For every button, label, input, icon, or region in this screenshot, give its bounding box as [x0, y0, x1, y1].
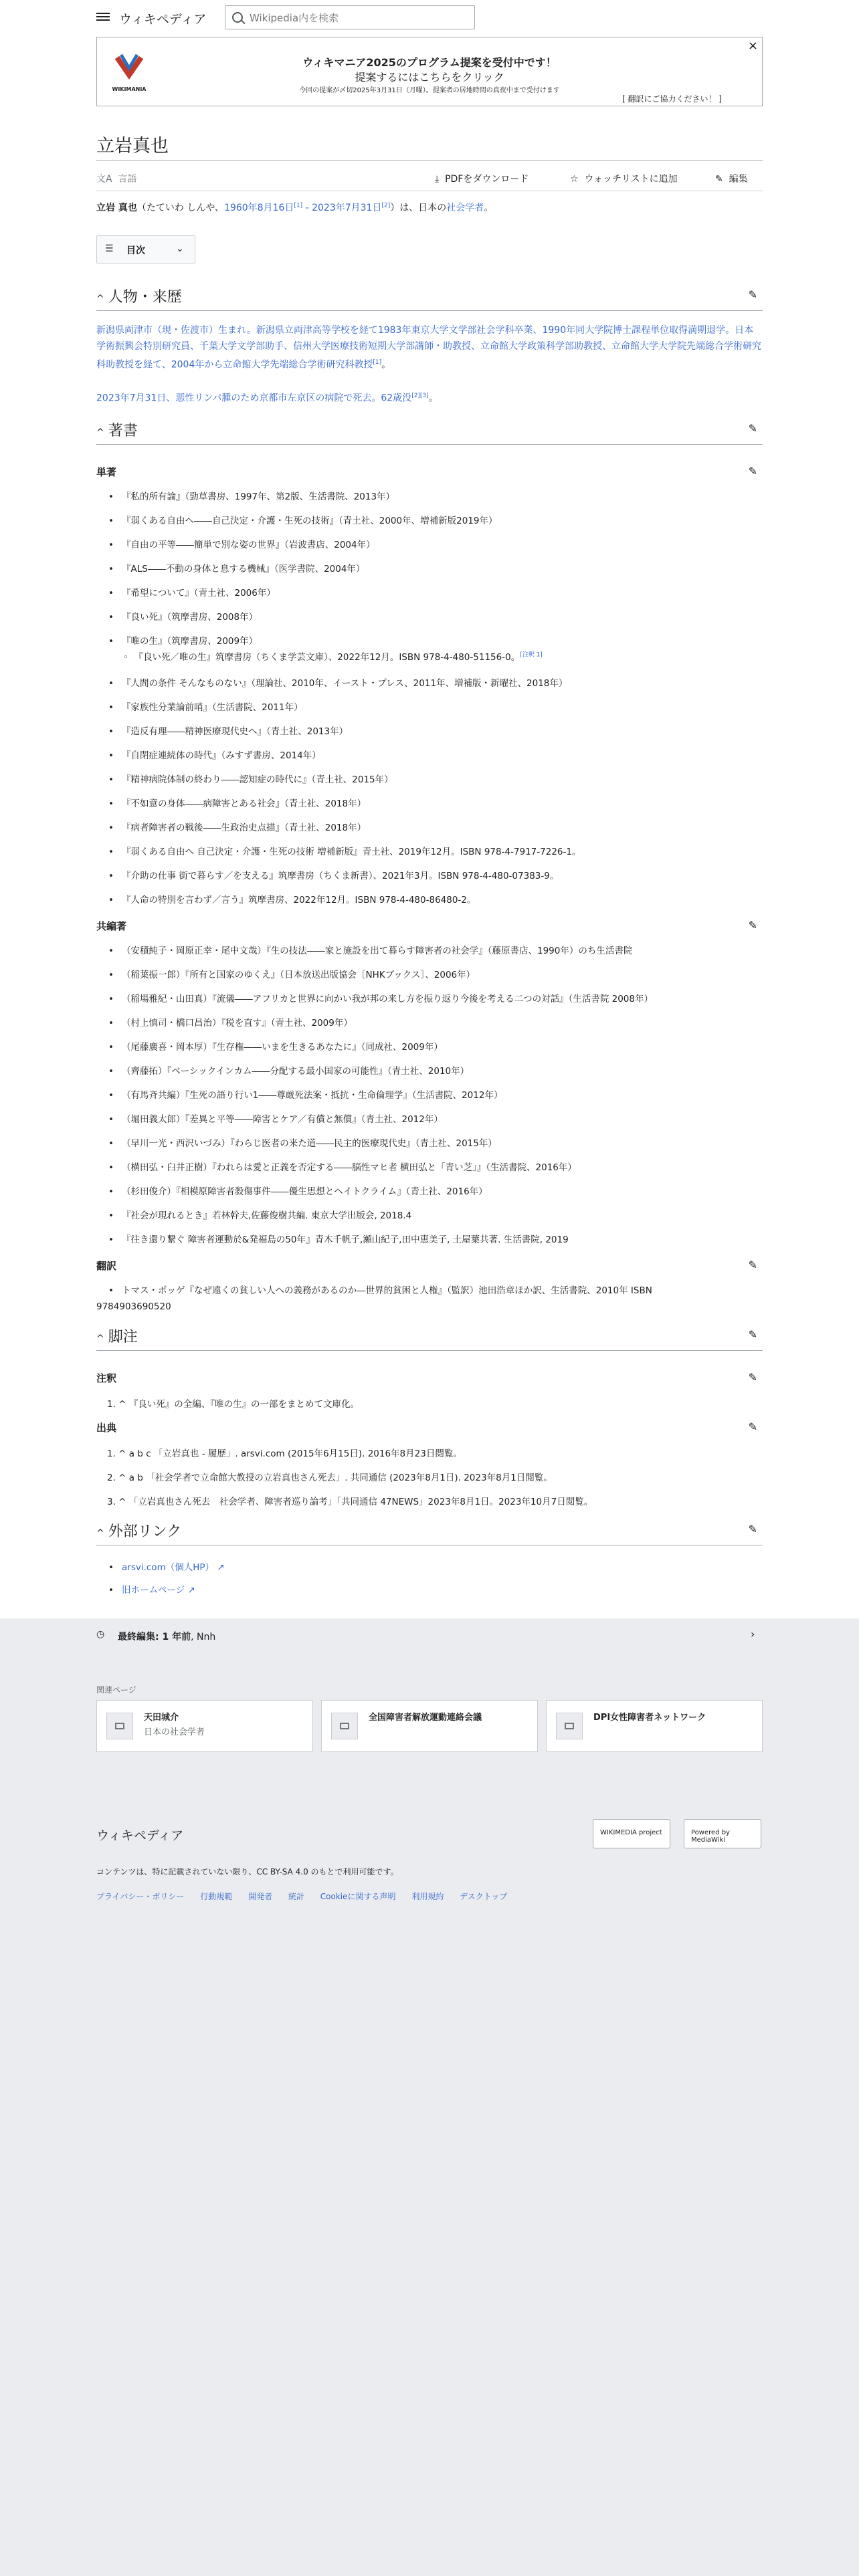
sociologist-link[interactable]: 社会学者	[446, 203, 484, 213]
banner-note: 今回の提案が〆切2025年3月31日（月曜）。提案者の居地時間の真夜中まで受付けます	[299, 87, 560, 94]
list-item: • 『私的所有論』（勁草書房、1997年、第2版、生活書院、2013年）	[108, 492, 395, 502]
pencil-icon[interactable]: ✎	[748, 422, 757, 435]
chevron-down-icon: ⌄	[176, 243, 184, 254]
watchlist-button[interactable]: ☆ ウォッチリストに追加	[570, 174, 678, 185]
list-item: • 『自閉症連続体の時代』（みすず書房、2014年）	[108, 750, 321, 761]
list-item: • （稲場雅紀・山田真）『流儀――アフリカと世界に向かい我が邦の来し方を振り返り今後を考える二つの対話』（生活書院 2008年）	[108, 994, 653, 1004]
list-item: • 『自由の平等――簡単で別な姿の世界』（岩波書店、2004年）	[108, 540, 375, 550]
related-card[interactable]: DPI女性障害者ネットワーク	[546, 1700, 763, 1752]
subheading-translation: 翻訳 ✎	[96, 1259, 757, 1272]
pencil-icon: ✎	[715, 174, 723, 185]
list-item: • 旧ホームページ ↗	[108, 1585, 195, 1596]
list-item: • （村上慎司・橋口昌治）『税を直す』（青土社、2009年）	[108, 1018, 353, 1029]
list-item: • 『弱くある自由へ 自己決定・介護・生死の技術 増補新版』青土社、2019年12月。ISBN 978-4-7917-7226-1。	[108, 847, 581, 857]
subheading-joint-books: 共編著 ✎	[96, 919, 757, 932]
list-item: • （早川一光・西沢いづみ）『わらじ医者の来た道――民主的医療現代史』（青土社、2015年）	[108, 1138, 497, 1149]
menu-icon[interactable]	[96, 11, 110, 23]
search-box[interactable]	[225, 5, 475, 29]
list-item: • （稲葉振一郎）『所有と国家のゆくえ』（日本放送出版協会［NHKブックス］、2006年）	[108, 970, 476, 980]
banner-subtitle[interactable]: 提案するにはこちらをクリック	[355, 71, 504, 84]
list-item: • 『ALS――不動の身体と息する機械』（医学書院、2004年）	[108, 564, 365, 574]
pencil-icon[interactable]: ✎	[748, 1259, 757, 1271]
list-item: • （横田弘・臼井正樹）『われらは愛と正義を否定する――脳性マヒ者 横田弘と「青い芝」』（生活書院、2016年）	[108, 1162, 577, 1173]
pencil-icon[interactable]: ✎	[748, 1328, 757, 1341]
bio-paragraph-2: 2023年7月31日、悪性リンパ腫のため京都市左京区の病院で死去。62歳没[2][3]。	[96, 393, 438, 404]
list-item: • 『唯の生』（筑摩書房、2009年）	[108, 636, 258, 647]
section-divider	[96, 310, 763, 311]
section-heading-notes: ^ 脚注 ✎	[96, 1328, 757, 1346]
section-divider	[96, 444, 763, 445]
list-item: • （有馬斉共編）『生死の語り行い1――尊厳死法案・抵抗・生命倫理学』（生活書院、2012年）	[108, 1090, 503, 1101]
chevron-up-icon[interactable]: ^	[96, 427, 104, 438]
list-item: • （安積純子・岡原正幸・尾中文哉）『生の技法――家と施設を出て暮らす障害者の社会学』（藤原書店、1990年）のち生活書院	[108, 946, 633, 956]
chevron-right-icon: ›	[751, 1628, 755, 1640]
external-link-icon: ↗	[187, 1585, 195, 1596]
list-item: • 『弱くある自由へ――自己決定・介護・生死の技術』（青土社、2000年、増補新版2019年）	[108, 516, 498, 526]
list-item: • （杉田俊介）『相模原障害者殺傷事件――優生思想とヘイトクライム』（青土社、2016年）	[108, 1186, 488, 1197]
list-item: • arsvi.com（個人HP） ↗	[108, 1562, 225, 1573]
download-icon: ⤓	[435, 174, 440, 185]
title-divider	[96, 160, 763, 161]
page-title: 立岩真也	[96, 136, 169, 156]
pencil-icon[interactable]: ✎	[748, 288, 757, 301]
toc-button[interactable]: ☰ 目次 ⌄	[96, 235, 195, 263]
related-card[interactable]: 全国障害者解放運動連絡会議	[321, 1700, 538, 1752]
section-divider	[96, 1350, 763, 1351]
svg-text:WIKIMANIA: WIKIMANIA	[112, 86, 147, 92]
wikimedia-badge[interactable]: WIKIMEDIA project	[593, 1819, 670, 1848]
reference-item: 3. ^ 「立岩真也さん死去 社会学者、障害者巡り論考」「共同通信 47NEWS」2023年8月1日。2023年10月7日閲覧。	[107, 1497, 593, 1507]
pencil-icon[interactable]: ✎	[748, 919, 757, 932]
close-icon[interactable]: ×	[747, 39, 758, 53]
pencil-icon[interactable]: ✎	[748, 1371, 757, 1384]
site-header	[0, 0, 859, 35]
pencil-icon[interactable]: ✎	[748, 1523, 757, 1535]
list-item: • 『希望について』（青土社、2006年）	[108, 588, 276, 599]
lead-paragraph: 立岩 真也（たていわ しんや、1960年8月16日[1] - 2023年7月31日[2]）は、日本の社会学者。	[96, 202, 494, 213]
download-pdf-button[interactable]: ⤓ PDFをダウンロード	[435, 174, 529, 185]
related-heading: 関連ページ	[96, 1685, 136, 1695]
subheading-single-books: 単著 ✎	[96, 465, 757, 478]
banner-title: ウィキマニア2025のプログラム提案を受付中です！	[302, 56, 557, 69]
list-item: • 『良い死』（筑摩書房、2008年）	[108, 612, 258, 623]
list-sub-item: ◦ 『良い死／唯の生』筑摩書房（ちくま学芸文庫）、2022年12月。ISBN 978-4-480-51156-0。[注釈 1]	[123, 651, 543, 663]
chevron-up-icon[interactable]: ^	[96, 294, 104, 304]
section-heading-external: ^ 外部リンク ✎	[96, 1523, 757, 1540]
banner-help-link[interactable]: [ 翻訳にご協力ください！ ]	[622, 94, 722, 104]
list-item: • トマス・ポッゲ『なぜ遠くの貧しい人への義務があるのか―世界的貧困と人権』（監訳）池田浩章ほか訳、生活書院、2010年 ISBN 9784903690520	[96, 1285, 652, 1312]
image-placeholder-icon	[556, 1713, 583, 1739]
list-item: • （堀田義太郎）『差異と平等――障害とケア／有償と無償』（青土社、2012年）	[108, 1114, 443, 1125]
external-link-icon: ↗	[217, 1562, 225, 1573]
image-placeholder-icon	[106, 1713, 133, 1739]
license-text: コンテンツは、特に記載されていない限り、CC BY-SA 4.0 のもとで利用可能です。	[96, 1867, 399, 1876]
list-item: • 『往き還り繋ぐ 障害者運動於&発福島の50年』青木千帆子,瀬山紀子,田中恵美子, 土屋葉共著. 生活書院, 2019	[108, 1235, 569, 1245]
pencil-icon[interactable]: ✎	[748, 465, 757, 477]
list-item: • 『人命の特別を言わず／言う』筑摩書房、2022年12月。ISBN 978-4-480-86480-2。	[108, 895, 476, 905]
chevron-up-icon[interactable]: ^	[96, 1528, 104, 1539]
list-item: • 『人間の条件 そんなものない』（理論社、2010年、イースト・プレス、2011年、増補版・新曜社、2018年）	[108, 678, 568, 689]
history-icon: ◷	[96, 1629, 105, 1640]
edit-button[interactable]: ✎ 編集	[715, 174, 748, 185]
list-item: • 『病者障害者の戦後――生政治史点描』（青土社、2018年）	[108, 823, 367, 833]
footer-brand: ウィキペディア	[96, 1828, 184, 1843]
reference-item: 1. ^ a b c 「立岩真也 - 履歴」. arsvi.com (2015年6月15日). 2016年8月23日閲覧。	[107, 1448, 462, 1459]
last-edited-bar[interactable]: ◷ 最終編集: 1 年前, Nnh ›	[0, 1618, 859, 1653]
list-item: • （尾藤廣喜・岡本厚）『生存権――いまを生きるあなたに』（同成社、2009年）	[108, 1042, 443, 1053]
search-input[interactable]	[248, 10, 465, 26]
star-icon: ☆	[570, 174, 579, 185]
language-icon: 文A	[96, 174, 112, 185]
footer-links: プライバシー・ポリシー 行動規範 開発者 統計 Cookieに関する声明 利用規約 デスクトップ	[96, 1892, 508, 1901]
list-item: • 『社会が現れるとき』若林幹夫,佐藤俊樹共編. 東京大学出版会, 2018.4	[108, 1210, 412, 1221]
list-item: • 『精神病院体制の終わり――認知症の時代に』（青土社、2015年）	[108, 774, 393, 785]
list-item: • 『不如意の身体――病障害とある社会』（青土社、2018年）	[108, 798, 367, 809]
campaign-banner	[96, 37, 763, 106]
image-placeholder-icon	[331, 1713, 358, 1739]
list-icon: ☰	[105, 243, 114, 254]
pencil-icon[interactable]: ✎	[748, 1420, 757, 1433]
section-heading-works: ^ 著書 ✎	[96, 422, 757, 439]
site-logo[interactable]: ウィキペディア	[119, 12, 207, 27]
bio-paragraph-1: 新潟県両津市（現・佐渡市）生まれ。新潟県立両津高等学校を経て1983年東京大学文学部社会学科卒業、1990年同大学院博士課程単位取得満期退学。日本学術振興会特別研究員、千葉大学文学部助手、信州大学医療技術短期大学部講師・助教授、立命館大学政策科学部助教授、立命館大学大学院先端総合学術研究科助教授を経て、2004年から立命館大学先端総合学術研究科教授[1]。	[96, 325, 761, 370]
list-item: • 『家族性分業論前哨』（生活書院、2011年）	[108, 702, 303, 713]
list-item: • 『造反有理――精神医療現代史へ』（青土社、2013年）	[108, 726, 349, 737]
search-icon	[232, 12, 243, 23]
list-item: • 『介助の仕事 街で暮らす／を支える』筑摩書房（ちくま新書）、2021年3月。ISBN 978-4-480-07383-9。	[108, 871, 559, 881]
section-heading-bio: ^ 人物・来歴 ✎	[96, 288, 757, 306]
death-date-link[interactable]: 2023年7月31日	[312, 203, 382, 213]
page-toolbar	[96, 168, 763, 189]
birth-date-link[interactable]: 1960年8月16日	[224, 203, 294, 213]
chevron-up-icon[interactable]: ^	[96, 1333, 104, 1344]
footnote-item: 1. ^ 『良い死』の全編、『唯の生』の一部をまとめて文庫化。	[107, 1399, 360, 1410]
language-button[interactable]: 文A 言語	[96, 174, 137, 185]
subheading-notes: 注釈 ✎	[96, 1371, 757, 1384]
mediawiki-badge[interactable]: Powered by MediaWiki	[684, 1819, 761, 1848]
subheading-sources: 出典 ✎	[96, 1420, 757, 1434]
reference-item: 2. ^ a b 「社会学者で立命館大教授の立岩真也さん死去」. 共同通信 (2023年8月1日). 2023年8月1日閲覧。	[107, 1473, 553, 1483]
related-card[interactable]: 天田城介 日本の社会学者	[96, 1700, 313, 1752]
list-item: • （齊藤拓）『ベーシックインカム――分配する最小国家の可能性』（青土社、2010年）	[108, 1066, 470, 1077]
